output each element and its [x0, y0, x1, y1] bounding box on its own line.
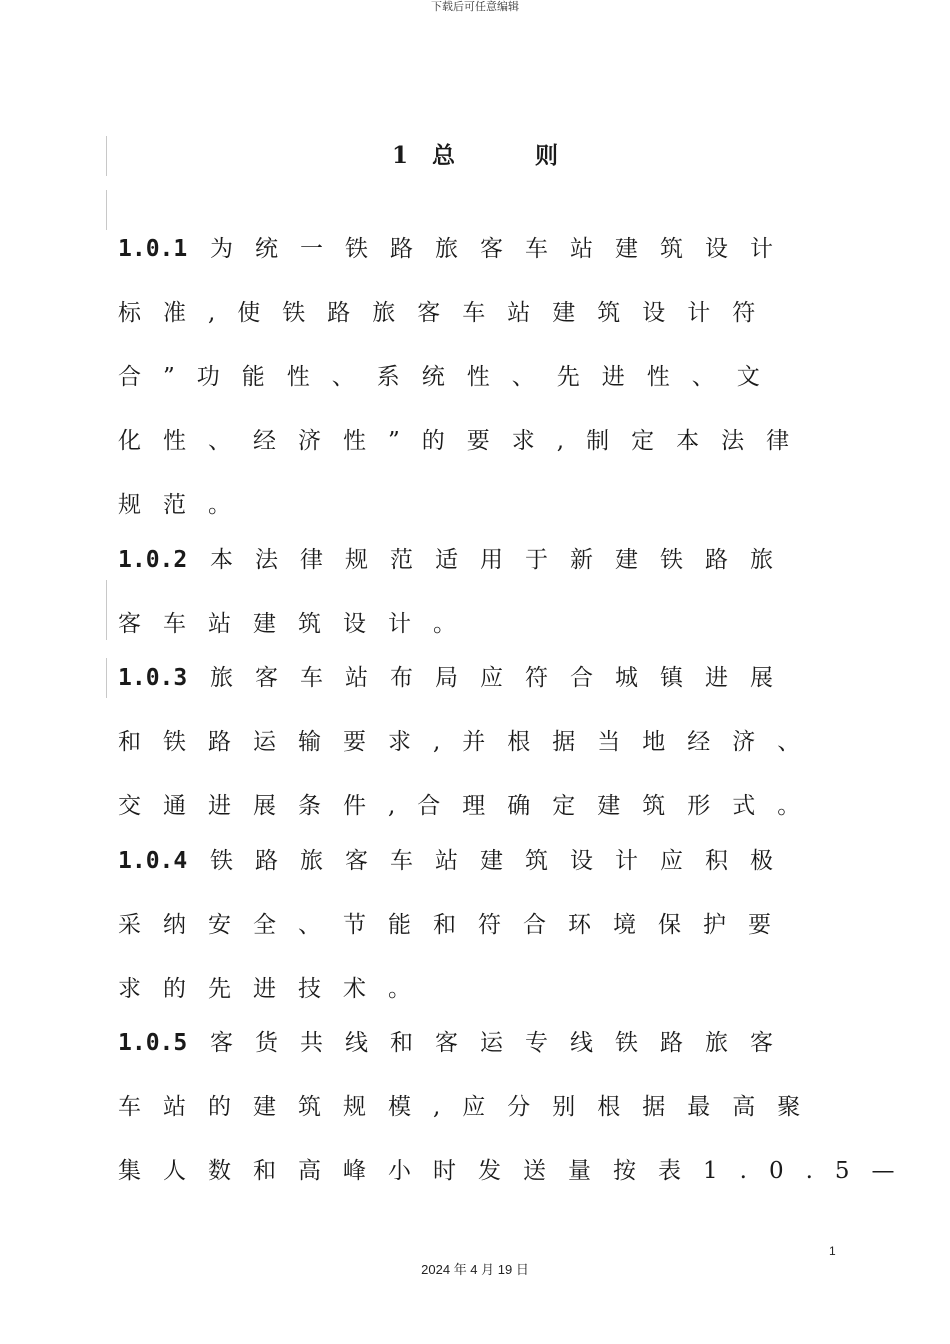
body-line — [118, 1092, 822, 1122]
line-text: 规范。 — [118, 492, 253, 518]
body-line — [118, 362, 782, 392]
body-line — [118, 490, 253, 520]
clause-number: 1.0.3 — [118, 665, 188, 691]
body-line — [118, 609, 478, 639]
line-text: 车站的建筑规模,应分别根据最高聚 — [118, 1094, 823, 1120]
line-text: 采纳安全、节能和符合环境保护要 — [118, 912, 793, 938]
margin-rule — [106, 580, 107, 640]
body-line — [118, 298, 777, 328]
line-text: 交通进展条件,合理确定建筑形式。 — [118, 793, 823, 819]
body-line — [118, 910, 793, 940]
page-number: 1 — [829, 1244, 836, 1258]
body-line — [118, 791, 822, 821]
body-line — [118, 1028, 795, 1058]
body-line — [118, 727, 822, 757]
footer-date: 2024 年 4 月 19 日 — [421, 1262, 529, 1277]
body-line — [118, 1156, 917, 1186]
margin-rule — [106, 658, 107, 698]
page-header-note: 下载后可任意编辑 — [431, 0, 519, 13]
clause-number: 1.0.1 — [118, 236, 188, 262]
body-line — [118, 545, 795, 575]
line-text: 标准,使铁路旅客车站建筑设计符 — [118, 300, 778, 326]
line-text: 铁路旅客车站建筑设计应积极 — [210, 848, 795, 874]
clause-number: 1.0.5 — [118, 1030, 188, 1056]
line-text: 客货共线和客运专线铁路旅客 — [210, 1030, 795, 1056]
margin-rule — [106, 190, 107, 230]
line-text: 客车站建筑设计。 — [118, 611, 478, 637]
line-text: 合”功能性、系统性、先进性、文 — [118, 364, 782, 390]
body-line — [118, 974, 433, 1004]
line-text: 求的先进技术。 — [118, 976, 433, 1002]
body-line — [118, 234, 795, 264]
body-line — [118, 663, 795, 693]
line-text: 集人数和高峰小时发送量按表1.0.5— — [118, 1158, 917, 1184]
body-line — [118, 846, 795, 876]
line-text: 化性、经济性”的要求,制定本法律 — [118, 428, 812, 454]
line-text: 旅客车站布局应符合城镇进展 — [210, 665, 795, 691]
line-text: 和铁路运输要求,并根据当地经济、 — [118, 729, 823, 755]
clause-number: 1.0.2 — [118, 547, 188, 573]
section-title: 1 总 则 — [391, 142, 559, 169]
clause-number: 1.0.4 — [118, 848, 188, 874]
line-text: 本法律规范适用于新建铁路旅 — [210, 547, 795, 573]
line-text: 为统一铁路旅客车站建筑设计 — [210, 236, 795, 262]
body-line — [118, 426, 811, 456]
